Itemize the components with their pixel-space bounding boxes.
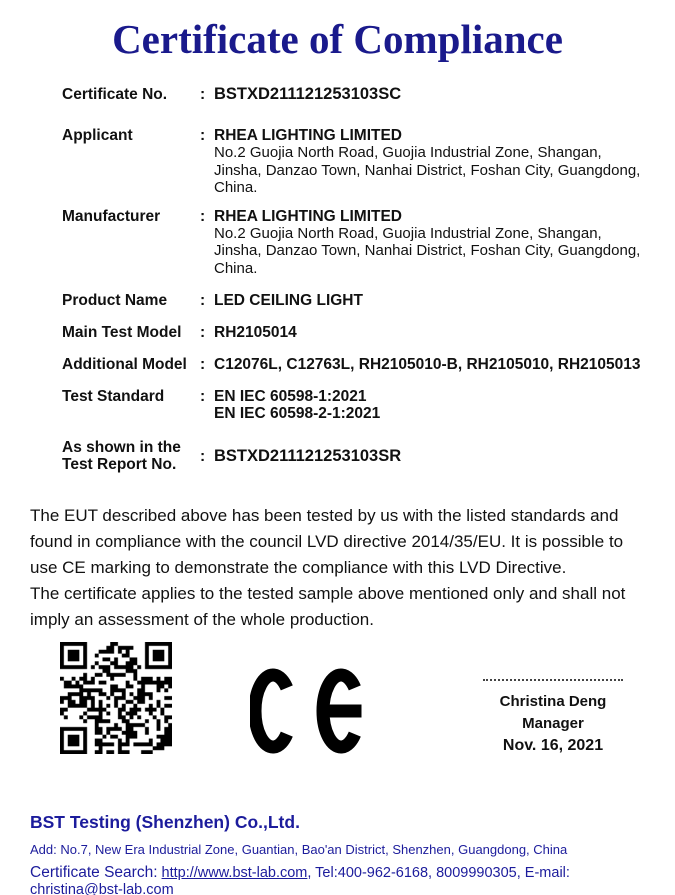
field-label: Applicant — [62, 127, 133, 144]
field-colon: : — [200, 207, 206, 225]
field-value — [214, 388, 647, 422]
statement-paragraph: The certificate applies to the tested sample above mentioned only and shall not imply an assessment of the whole production. — [30, 584, 626, 629]
signature-date: Nov. 16, 2021 — [502, 737, 604, 754]
field-value: BSTXD211121253103SC — [214, 85, 402, 103]
test-standard-line: EN IEC 60598-1:2021 — [214, 388, 367, 405]
manufacturer-name: RHEA LIGHTING LIMITED — [214, 207, 402, 225]
applicant-address-line: China. — [214, 179, 258, 196]
field-label — [62, 439, 200, 473]
manufacturer-address-line: Jinsha, Danzao Town, Nanhai District, Foshan City, Guangdong, — [214, 242, 641, 259]
field-colon: : — [200, 388, 206, 405]
field-label: Additional Model — [62, 356, 187, 373]
contact-info: , Tel:400-962-6168, 8009990305, E-mail: christina@bst-lab.com — [30, 865, 570, 895]
field-value: RH2105014 — [214, 324, 297, 341]
test-report-label-line: As shown in the — [62, 439, 181, 456]
certificate-search-label: Certificate Search: — [30, 864, 158, 881]
field-value — [214, 127, 647, 197]
signer-name: Christina Deng — [499, 693, 607, 710]
test-standard-line: EN IEC 60598-2-1:2021 — [214, 405, 381, 422]
field-colon: : — [200, 324, 206, 341]
signature-line — [483, 679, 623, 681]
field-label: Product Name — [62, 292, 168, 309]
field-label: Test Standard — [62, 388, 165, 405]
applicant-name: RHEA LIGHTING LIMITED — [214, 127, 402, 144]
field-label: Main Test Model — [62, 324, 182, 341]
test-report-label-line: Test Report No. — [62, 456, 177, 473]
field-manufacturer — [62, 208, 647, 278]
company-address: Add: No.7, New Era Industrial Zone, Guantian, Bao'an District, Shenzhen, Guangdong, China — [30, 842, 568, 857]
field-label: Manufacturer — [62, 207, 161, 225]
field-product-name — [62, 292, 647, 309]
field-value: LED CEILING LIGHT — [214, 292, 363, 309]
field-applicant — [62, 127, 647, 197]
field-value: C12076L, C12763L, RH2105010-B, RH2105010, RH2105013 — [214, 356, 641, 373]
manufacturer-address-line: China. — [214, 259, 258, 277]
manufacturer-address-line: No.2 Guojia North Road, Guojia Industrial Zone, Shangan, — [214, 224, 602, 242]
page-title: Certificate of Compliance — [112, 16, 563, 62]
signer-title: Manager — [522, 715, 584, 732]
field-test-report — [62, 439, 647, 473]
certificate-search-line — [30, 864, 655, 895]
company-name: BST Testing (Shenzhen) Co.,Ltd. — [30, 812, 300, 832]
field-colon: : — [200, 127, 206, 144]
field-value: BSTXD211121253103SR — [214, 446, 402, 465]
applicant-address-line: No.2 Guojia North Road, Guojia Industrial Zone, Shangan, — [214, 144, 602, 161]
field-value — [214, 208, 647, 278]
field-colon: : — [200, 86, 206, 103]
field-colon: : — [200, 292, 206, 309]
ce-mark-icon — [250, 667, 364, 755]
signature-block — [483, 679, 623, 757]
field-colon: : — [200, 447, 206, 465]
statement-paragraph: The EUT described above has been tested by us with the listed standards and found in compliance with the council LVD directive 2014/35/EU. It is possible to use CE marking to demonstrate the compliance with this LVD Directive. — [30, 506, 624, 577]
field-label: Certificate No. — [62, 86, 168, 103]
logos-row — [0, 642, 675, 762]
field-test-standard — [62, 388, 647, 422]
applicant-address-line: Jinsha, Danzao Town, Nanhai District, Foshan City, Guangdong, — [214, 161, 641, 179]
compliance-statement — [30, 503, 653, 633]
field-certificate-no — [62, 86, 647, 103]
field-main-test-model — [62, 324, 647, 341]
field-additional-model — [62, 356, 647, 373]
footer — [30, 812, 655, 895]
qr-code-icon — [60, 642, 172, 754]
field-colon: : — [200, 356, 206, 373]
certificate-search-link[interactable]: http://www.bst-lab.com — [161, 865, 308, 881]
certificate-fields — [62, 86, 647, 473]
